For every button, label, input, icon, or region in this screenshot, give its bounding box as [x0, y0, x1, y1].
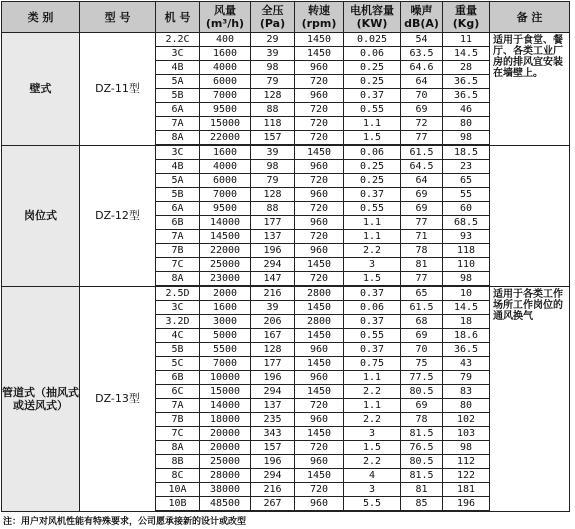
- pressure-cell: 39: [251, 47, 295, 61]
- airflow-cell: 4000: [200, 61, 251, 75]
- weight-cell: 98: [443, 272, 490, 287]
- speed-cell: 1450: [295, 47, 344, 61]
- speed-cell: 960: [295, 343, 344, 357]
- speed-cell: 1450: [295, 145, 344, 160]
- airflow-cell: 6000: [200, 174, 251, 188]
- pressure-cell: 98: [251, 160, 295, 174]
- table-row: [2, 145, 570, 160]
- motor-cell: 2.2: [344, 413, 401, 427]
- category-cell: 管道式（抽风式或送风式）: [2, 286, 80, 511]
- speed-cell: 1450: [295, 258, 344, 272]
- noise-cell: 54: [401, 33, 443, 47]
- noise-cell: 77: [401, 131, 443, 146]
- airflow-cell: 14000: [200, 216, 251, 230]
- noise-cell: 77: [401, 216, 443, 230]
- number-cell: 2.2C: [156, 33, 200, 47]
- motor-cell: 1.1: [344, 216, 401, 230]
- noise-cell: 69: [401, 202, 443, 216]
- speed-cell: 720: [295, 399, 344, 413]
- number-cell: 7A: [156, 117, 200, 131]
- speed-cell: 720: [295, 174, 344, 188]
- airflow-cell: 9500: [200, 103, 251, 117]
- airflow-cell: 48500: [200, 497, 251, 512]
- table-row: [2, 33, 570, 47]
- speed-cell: 720: [295, 483, 344, 497]
- speed-cell: 720: [295, 230, 344, 244]
- weight-cell: 112: [443, 455, 490, 469]
- speed-cell: 720: [295, 75, 344, 89]
- motor-cell: 2.2: [344, 385, 401, 399]
- weight-cell: 36.5: [443, 343, 490, 357]
- model-cell: DZ-11型: [80, 33, 156, 146]
- motor-cell: 1.5: [344, 272, 401, 287]
- number-cell: 5A: [156, 174, 200, 188]
- pressure-cell: 177: [251, 357, 295, 371]
- airflow-cell: 4000: [200, 160, 251, 174]
- pressure-cell: 196: [251, 371, 295, 385]
- header-row: [2, 2, 570, 33]
- noise-cell: 72: [401, 117, 443, 131]
- noise-cell: 69: [401, 188, 443, 202]
- weight-cell: 36.5: [443, 75, 490, 89]
- noise-cell: 78: [401, 244, 443, 258]
- speed-cell: 1450: [295, 33, 344, 47]
- pressure-cell: 128: [251, 89, 295, 103]
- weight-cell: 55: [443, 188, 490, 202]
- airflow-cell: 10000: [200, 371, 251, 385]
- pressure-cell: 98: [251, 61, 295, 75]
- pressure-cell: 343: [251, 427, 295, 441]
- number-cell: 2.5D: [156, 286, 200, 301]
- weight-cell: 102: [443, 413, 490, 427]
- motor-cell: 0.55: [344, 202, 401, 216]
- motor-cell: 1.1: [344, 371, 401, 385]
- header-motor: 电机容量 (KW): [344, 2, 401, 33]
- pressure-cell: 235: [251, 413, 295, 427]
- motor-cell: 1.1: [344, 117, 401, 131]
- motor-cell: 0.55: [344, 329, 401, 343]
- speed-cell: 960: [295, 61, 344, 75]
- model-cell: DZ-12型: [80, 145, 156, 286]
- noise-cell: 81.5: [401, 469, 443, 483]
- motor-cell: 4: [344, 469, 401, 483]
- noise-cell: 77: [401, 272, 443, 287]
- airflow-cell: 38000: [200, 483, 251, 497]
- motor-cell: 0.25: [344, 61, 401, 75]
- motor-cell: 2.2: [344, 244, 401, 258]
- pressure-cell: 294: [251, 258, 295, 272]
- motor-cell: 0.06: [344, 145, 401, 160]
- airflow-cell: 20000: [200, 441, 251, 455]
- speed-cell: 960: [295, 497, 344, 512]
- noise-cell: 65: [401, 286, 443, 301]
- weight-cell: 93: [443, 230, 490, 244]
- number-cell: 3C: [156, 145, 200, 160]
- spec-table-container: [1, 1, 569, 512]
- noise-cell: 78: [401, 413, 443, 427]
- number-cell: 5C: [156, 357, 200, 371]
- speed-cell: 960: [295, 89, 344, 103]
- pressure-cell: 206: [251, 315, 295, 329]
- header-speed: 转速 (rpm): [295, 2, 344, 33]
- number-cell: 3.2D: [156, 315, 200, 329]
- pressure-cell: 216: [251, 483, 295, 497]
- number-cell: 7A: [156, 230, 200, 244]
- noise-cell: 64.6: [401, 61, 443, 75]
- pressure-cell: 177: [251, 216, 295, 230]
- speed-cell: 2800: [295, 286, 344, 301]
- motor-cell: 0.025: [344, 33, 401, 47]
- airflow-cell: 22000: [200, 244, 251, 258]
- weight-cell: 80: [443, 117, 490, 131]
- weight-cell: 181: [443, 483, 490, 497]
- speed-cell: 1450: [295, 427, 344, 441]
- pressure-cell: 196: [251, 244, 295, 258]
- number-cell: 6B: [156, 216, 200, 230]
- airflow-cell: 1600: [200, 47, 251, 61]
- weight-cell: 14.5: [443, 301, 490, 315]
- airflow-cell: 1600: [200, 145, 251, 160]
- speed-cell: 720: [295, 441, 344, 455]
- weight-cell: 65: [443, 174, 490, 188]
- weight-cell: 10: [443, 286, 490, 301]
- pressure-cell: 167: [251, 329, 295, 343]
- airflow-cell: 7000: [200, 357, 251, 371]
- weight-cell: 103: [443, 427, 490, 441]
- header-category: 类 别: [2, 2, 80, 33]
- pressure-cell: 294: [251, 469, 295, 483]
- speed-cell: 720: [295, 103, 344, 117]
- noise-cell: 70: [401, 89, 443, 103]
- airflow-cell: 18000: [200, 413, 251, 427]
- number-cell: 3C: [156, 47, 200, 61]
- motor-cell: 3: [344, 483, 401, 497]
- number-cell: 8A: [156, 272, 200, 287]
- number-cell: 8B: [156, 455, 200, 469]
- number-cell: 7C: [156, 427, 200, 441]
- weight-cell: 43: [443, 357, 490, 371]
- airflow-cell: 5000: [200, 329, 251, 343]
- noise-cell: 81.5: [401, 427, 443, 441]
- weight-cell: 110: [443, 258, 490, 272]
- number-cell: 6A: [156, 202, 200, 216]
- weight-cell: 14.5: [443, 47, 490, 61]
- motor-cell: 1.5: [344, 441, 401, 455]
- pressure-cell: 157: [251, 441, 295, 455]
- motor-cell: 0.37: [344, 188, 401, 202]
- speed-cell: 2800: [295, 315, 344, 329]
- remark-cell: 适用于各类工作场所工作岗位的通风换气: [490, 286, 570, 511]
- speed-cell: 960: [295, 160, 344, 174]
- noise-cell: 80.5: [401, 385, 443, 399]
- number-cell: 5B: [156, 188, 200, 202]
- pressure-cell: 267: [251, 497, 295, 512]
- header-noise: 噪声 dB(A): [401, 2, 443, 33]
- noise-cell: 76.5: [401, 441, 443, 455]
- airflow-cell: 15000: [200, 117, 251, 131]
- noise-cell: 81: [401, 483, 443, 497]
- noise-cell: 61.5: [401, 301, 443, 315]
- number-cell: 4B: [156, 160, 200, 174]
- number-cell: 7B: [156, 413, 200, 427]
- pressure-cell: 196: [251, 455, 295, 469]
- airflow-cell: 20000: [200, 427, 251, 441]
- weight-cell: 118: [443, 244, 490, 258]
- weight-cell: 18.6: [443, 329, 490, 343]
- motor-cell: 0.25: [344, 174, 401, 188]
- model-cell: DZ-13型: [80, 286, 156, 511]
- noise-cell: 71: [401, 230, 443, 244]
- speed-cell: 1450: [295, 329, 344, 343]
- speed-cell: 960: [295, 455, 344, 469]
- number-cell: 10A: [156, 483, 200, 497]
- pressure-cell: 88: [251, 103, 295, 117]
- number-cell: 7B: [156, 244, 200, 258]
- weight-cell: 79: [443, 371, 490, 385]
- motor-cell: 2.2: [344, 455, 401, 469]
- airflow-cell: 7000: [200, 89, 251, 103]
- weight-cell: 60: [443, 202, 490, 216]
- pressure-cell: 294: [251, 385, 295, 399]
- number-cell: 4C: [156, 329, 200, 343]
- noise-cell: 85: [401, 497, 443, 512]
- airflow-cell: 6000: [200, 75, 251, 89]
- airflow-cell: 22000: [200, 131, 251, 146]
- motor-cell: 0.25: [344, 160, 401, 174]
- pressure-cell: 216: [251, 286, 295, 301]
- pressure-cell: 157: [251, 131, 295, 146]
- speed-cell: 960: [295, 216, 344, 230]
- speed-cell: 720: [295, 117, 344, 131]
- pressure-cell: 88: [251, 202, 295, 216]
- table-row: [2, 286, 570, 301]
- number-cell: 4B: [156, 61, 200, 75]
- weight-cell: 83: [443, 385, 490, 399]
- airflow-cell: 5500: [200, 343, 251, 357]
- noise-cell: 69: [401, 103, 443, 117]
- pressure-cell: 137: [251, 399, 295, 413]
- number-cell: 8C: [156, 469, 200, 483]
- pressure-cell: 39: [251, 301, 295, 315]
- motor-cell: 5.5: [344, 497, 401, 512]
- airflow-cell: 14000: [200, 399, 251, 413]
- airflow-cell: 7000: [200, 188, 251, 202]
- airflow-cell: 2000: [200, 286, 251, 301]
- footnote: 注：用户对风机性能有特殊要求，公司愿承接新的设计或改型: [3, 517, 247, 527]
- speed-cell: 720: [295, 202, 344, 216]
- remark-cell: 适用于食堂、餐厅、各类工业厂房的排风宜安装在墙壁上。: [490, 33, 570, 146]
- noise-cell: 69: [401, 399, 443, 413]
- weight-cell: 196: [443, 497, 490, 512]
- header-model: 型 号: [80, 2, 156, 33]
- motor-cell: 3: [344, 427, 401, 441]
- pressure-cell: 118: [251, 117, 295, 131]
- airflow-cell: 400: [200, 33, 251, 47]
- noise-cell: 77.5: [401, 371, 443, 385]
- header-airflow: 风量 (m³/h): [200, 2, 251, 33]
- motor-cell: 1.1: [344, 230, 401, 244]
- airflow-cell: 23000: [200, 272, 251, 287]
- noise-cell: 64: [401, 75, 443, 89]
- header-weight: 重量 (Kg): [443, 2, 490, 33]
- noise-cell: 81: [401, 258, 443, 272]
- speed-cell: 1450: [295, 385, 344, 399]
- motor-cell: 1.5: [344, 131, 401, 146]
- noise-cell: 64.5: [401, 160, 443, 174]
- header-number: 机 号: [156, 2, 200, 33]
- pressure-cell: 128: [251, 188, 295, 202]
- speed-cell: 1450: [295, 469, 344, 483]
- airflow-cell: 1600: [200, 301, 251, 315]
- number-cell: 8A: [156, 131, 200, 146]
- weight-cell: 98: [443, 441, 490, 455]
- speed-cell: 1450: [295, 301, 344, 315]
- noise-cell: 70: [401, 343, 443, 357]
- speed-cell: 960: [295, 188, 344, 202]
- speed-cell: 1450: [295, 357, 344, 371]
- fan-spec-table: [1, 1, 570, 512]
- table-body: [2, 33, 570, 512]
- number-cell: 10B: [156, 497, 200, 512]
- speed-cell: 960: [295, 413, 344, 427]
- pressure-cell: 147: [251, 272, 295, 287]
- airflow-cell: 9500: [200, 202, 251, 216]
- number-cell: 5B: [156, 89, 200, 103]
- speed-cell: 960: [295, 371, 344, 385]
- weight-cell: 23: [443, 160, 490, 174]
- number-cell: 6B: [156, 371, 200, 385]
- category-cell: 岗位式: [2, 145, 80, 286]
- motor-cell: 0.06: [344, 301, 401, 315]
- motor-cell: 0.37: [344, 343, 401, 357]
- weight-cell: 98: [443, 131, 490, 146]
- remark-cell: [490, 145, 570, 286]
- number-cell: 6A: [156, 103, 200, 117]
- weight-cell: 18: [443, 315, 490, 329]
- airflow-cell: 25000: [200, 455, 251, 469]
- airflow-cell: 25000: [200, 258, 251, 272]
- pressure-cell: 29: [251, 33, 295, 47]
- header-remark: 备 注: [490, 2, 570, 33]
- number-cell: 6C: [156, 385, 200, 399]
- motor-cell: 3: [344, 258, 401, 272]
- noise-cell: 68: [401, 315, 443, 329]
- airflow-cell: 14500: [200, 230, 251, 244]
- noise-cell: 61.5: [401, 145, 443, 160]
- speed-cell: 720: [295, 272, 344, 287]
- weight-cell: 28: [443, 61, 490, 75]
- pressure-cell: 79: [251, 174, 295, 188]
- header-pressure: 全压 (Pa): [251, 2, 295, 33]
- airflow-cell: 3000: [200, 315, 251, 329]
- weight-cell: 18.5: [443, 145, 490, 160]
- category-cell: 壁式: [2, 33, 80, 146]
- motor-cell: 0.55: [344, 103, 401, 117]
- number-cell: 8A: [156, 441, 200, 455]
- noise-cell: 80.5: [401, 455, 443, 469]
- pressure-cell: 137: [251, 230, 295, 244]
- weight-cell: 80: [443, 399, 490, 413]
- number-cell: 5A: [156, 75, 200, 89]
- noise-cell: 64: [401, 174, 443, 188]
- noise-cell: 75: [401, 357, 443, 371]
- weight-cell: 36.5: [443, 89, 490, 103]
- motor-cell: 0.37: [344, 89, 401, 103]
- pressure-cell: 79: [251, 75, 295, 89]
- motor-cell: 0.37: [344, 315, 401, 329]
- motor-cell: 0.25: [344, 75, 401, 89]
- weight-cell: 46: [443, 103, 490, 117]
- motor-cell: 1.1: [344, 399, 401, 413]
- airflow-cell: 15000: [200, 385, 251, 399]
- speed-cell: 720: [295, 131, 344, 146]
- noise-cell: 63.5: [401, 47, 443, 61]
- number-cell: 5B: [156, 343, 200, 357]
- weight-cell: 68.5: [443, 216, 490, 230]
- noise-cell: 69: [401, 329, 443, 343]
- number-cell: 7C: [156, 258, 200, 272]
- pressure-cell: 128: [251, 343, 295, 357]
- number-cell: 3C: [156, 301, 200, 315]
- motor-cell: 0.06: [344, 47, 401, 61]
- speed-cell: 960: [295, 244, 344, 258]
- motor-cell: 0.75: [344, 357, 401, 371]
- number-cell: 7A: [156, 399, 200, 413]
- airflow-cell: 28000: [200, 469, 251, 483]
- weight-cell: 122: [443, 469, 490, 483]
- motor-cell: 0.37: [344, 286, 401, 301]
- pressure-cell: 39: [251, 145, 295, 160]
- weight-cell: 11: [443, 33, 490, 47]
